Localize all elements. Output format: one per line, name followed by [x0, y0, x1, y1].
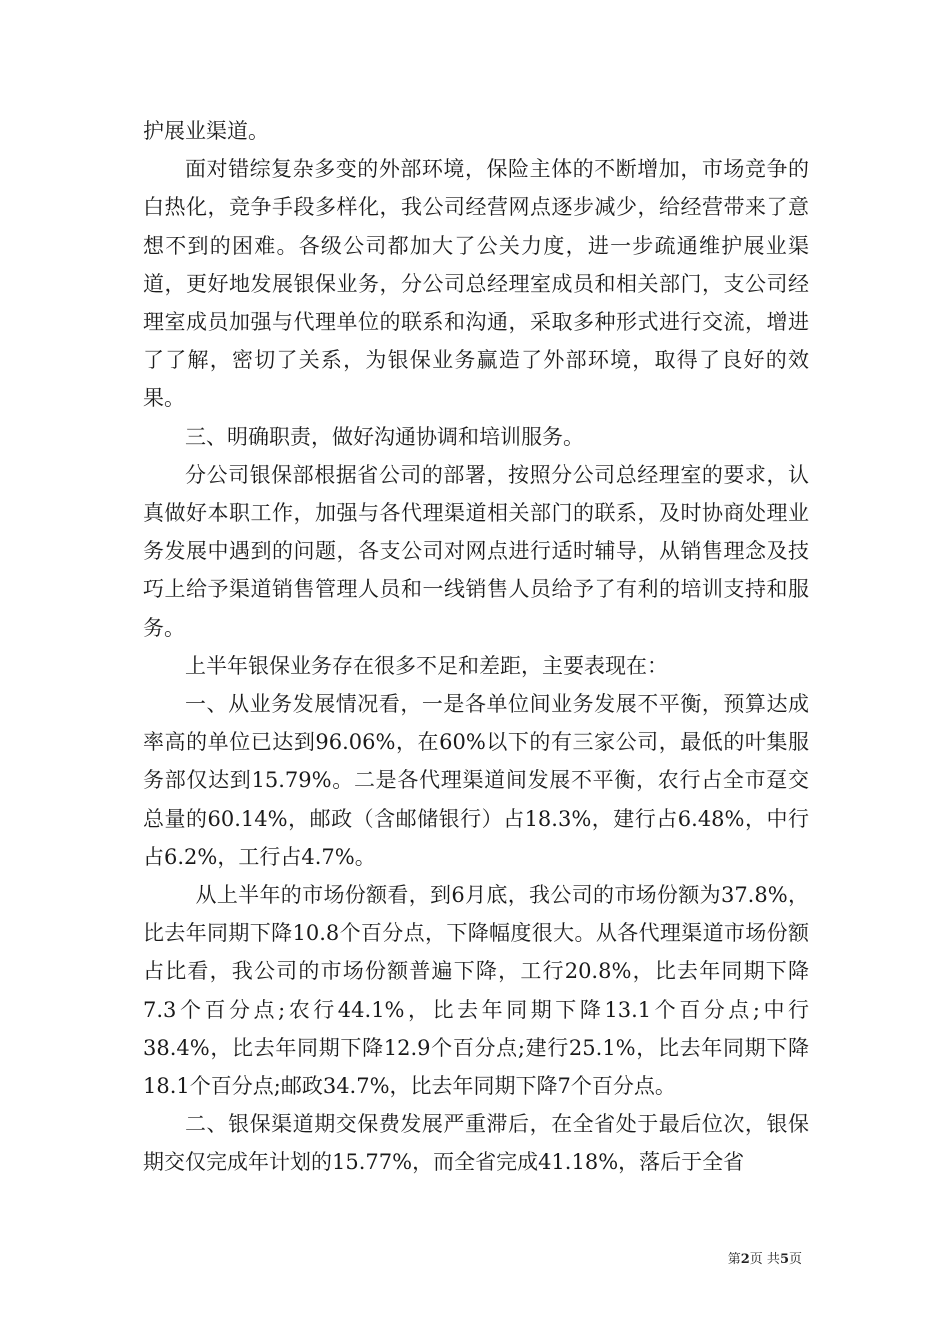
current-page-number: 2 — [740, 1252, 750, 1267]
paragraph-5: 上半年银保业务存在很多不足和差距，主要表现在： — [185, 653, 668, 678]
document-body — [143, 112, 809, 1182]
paragraph-6: 一、从业务发展情况看，一是各单位间业务发展不平衡，预算达成率高的单位已达到96.06%，在60%以下的有三家公司，最低的叶集服务部仅达到15.79%。二是各代理渠道间发展不平衡，农行占全市趸交总量的60.14%，邮政（含邮储银行）占18.3%，建行占6.48%，中行占6.2%，工行占4.7%。 — [143, 692, 809, 869]
footer-middle: 页 共 — [749, 1252, 780, 1267]
page-footer — [728, 1248, 802, 1267]
section-heading-3: 三、明确职责，做好沟通协调和培训服务。 — [185, 424, 584, 449]
paragraph-7: 从上半年的市场份额看，到6月底，我公司的市场份额为37.8%，比去年同期下降10.8个百分点，下降幅度很大。从各代理渠道市场份额占比看，我公司的市场份额普遍下降，工行20.8%，比去年同期下降7.3个百分点;农行44.1%，比去年同期下降13.1个百分点;中行38.4%，比去年同期下降12.9个百分点;建行25.1%，比去年同期下降18.1个百分点;邮政34.7%，比去年同期下降7个百分点。 — [143, 883, 809, 1099]
paragraph-1: 护展业渠道。 — [143, 119, 269, 143]
paragraph-4: 分公司银保部根据省公司的部署，按照分公司总经理室的要求，认真做好本职工作，加强与各代理渠道相关部门的联系，及时协商处理业务发展中遇到的问题，各支公司对网点进行适时辅导，从销售理念及技巧上给予渠道销售管理人员和一线销售人员给予了有利的培训支持和服务。 — [143, 462, 809, 640]
paragraph-2: 面对错综复杂多变的外部环境，保险主体的不断增加，市场竞争的白热化，竞争手段多样化，我公司经营网点逐步减少，给经营带来了意想不到的困难。各级公司都加大了公关力度，进一步疏通维护展业渠道，更好地发展银保业务，分公司总经理室成员和相关部门，支公司经理室成员加强与代理单位的联系和沟通，采取多种形式进行交流，增进了了解，密切了关系，为银保业务赢造了外部环境，取得了良好的效果。 — [143, 157, 809, 411]
paragraph-8: 二、银保渠道期交保费发展严重滞后，在全省处于最后位次，银保期交仅完成年计划的15.77%，而全省完成41.18%，落后于全省 — [143, 1112, 809, 1175]
total-pages-number: 5 — [779, 1252, 789, 1267]
footer-suffix: 页 — [788, 1252, 802, 1267]
footer-prefix: 第 — [727, 1252, 741, 1267]
